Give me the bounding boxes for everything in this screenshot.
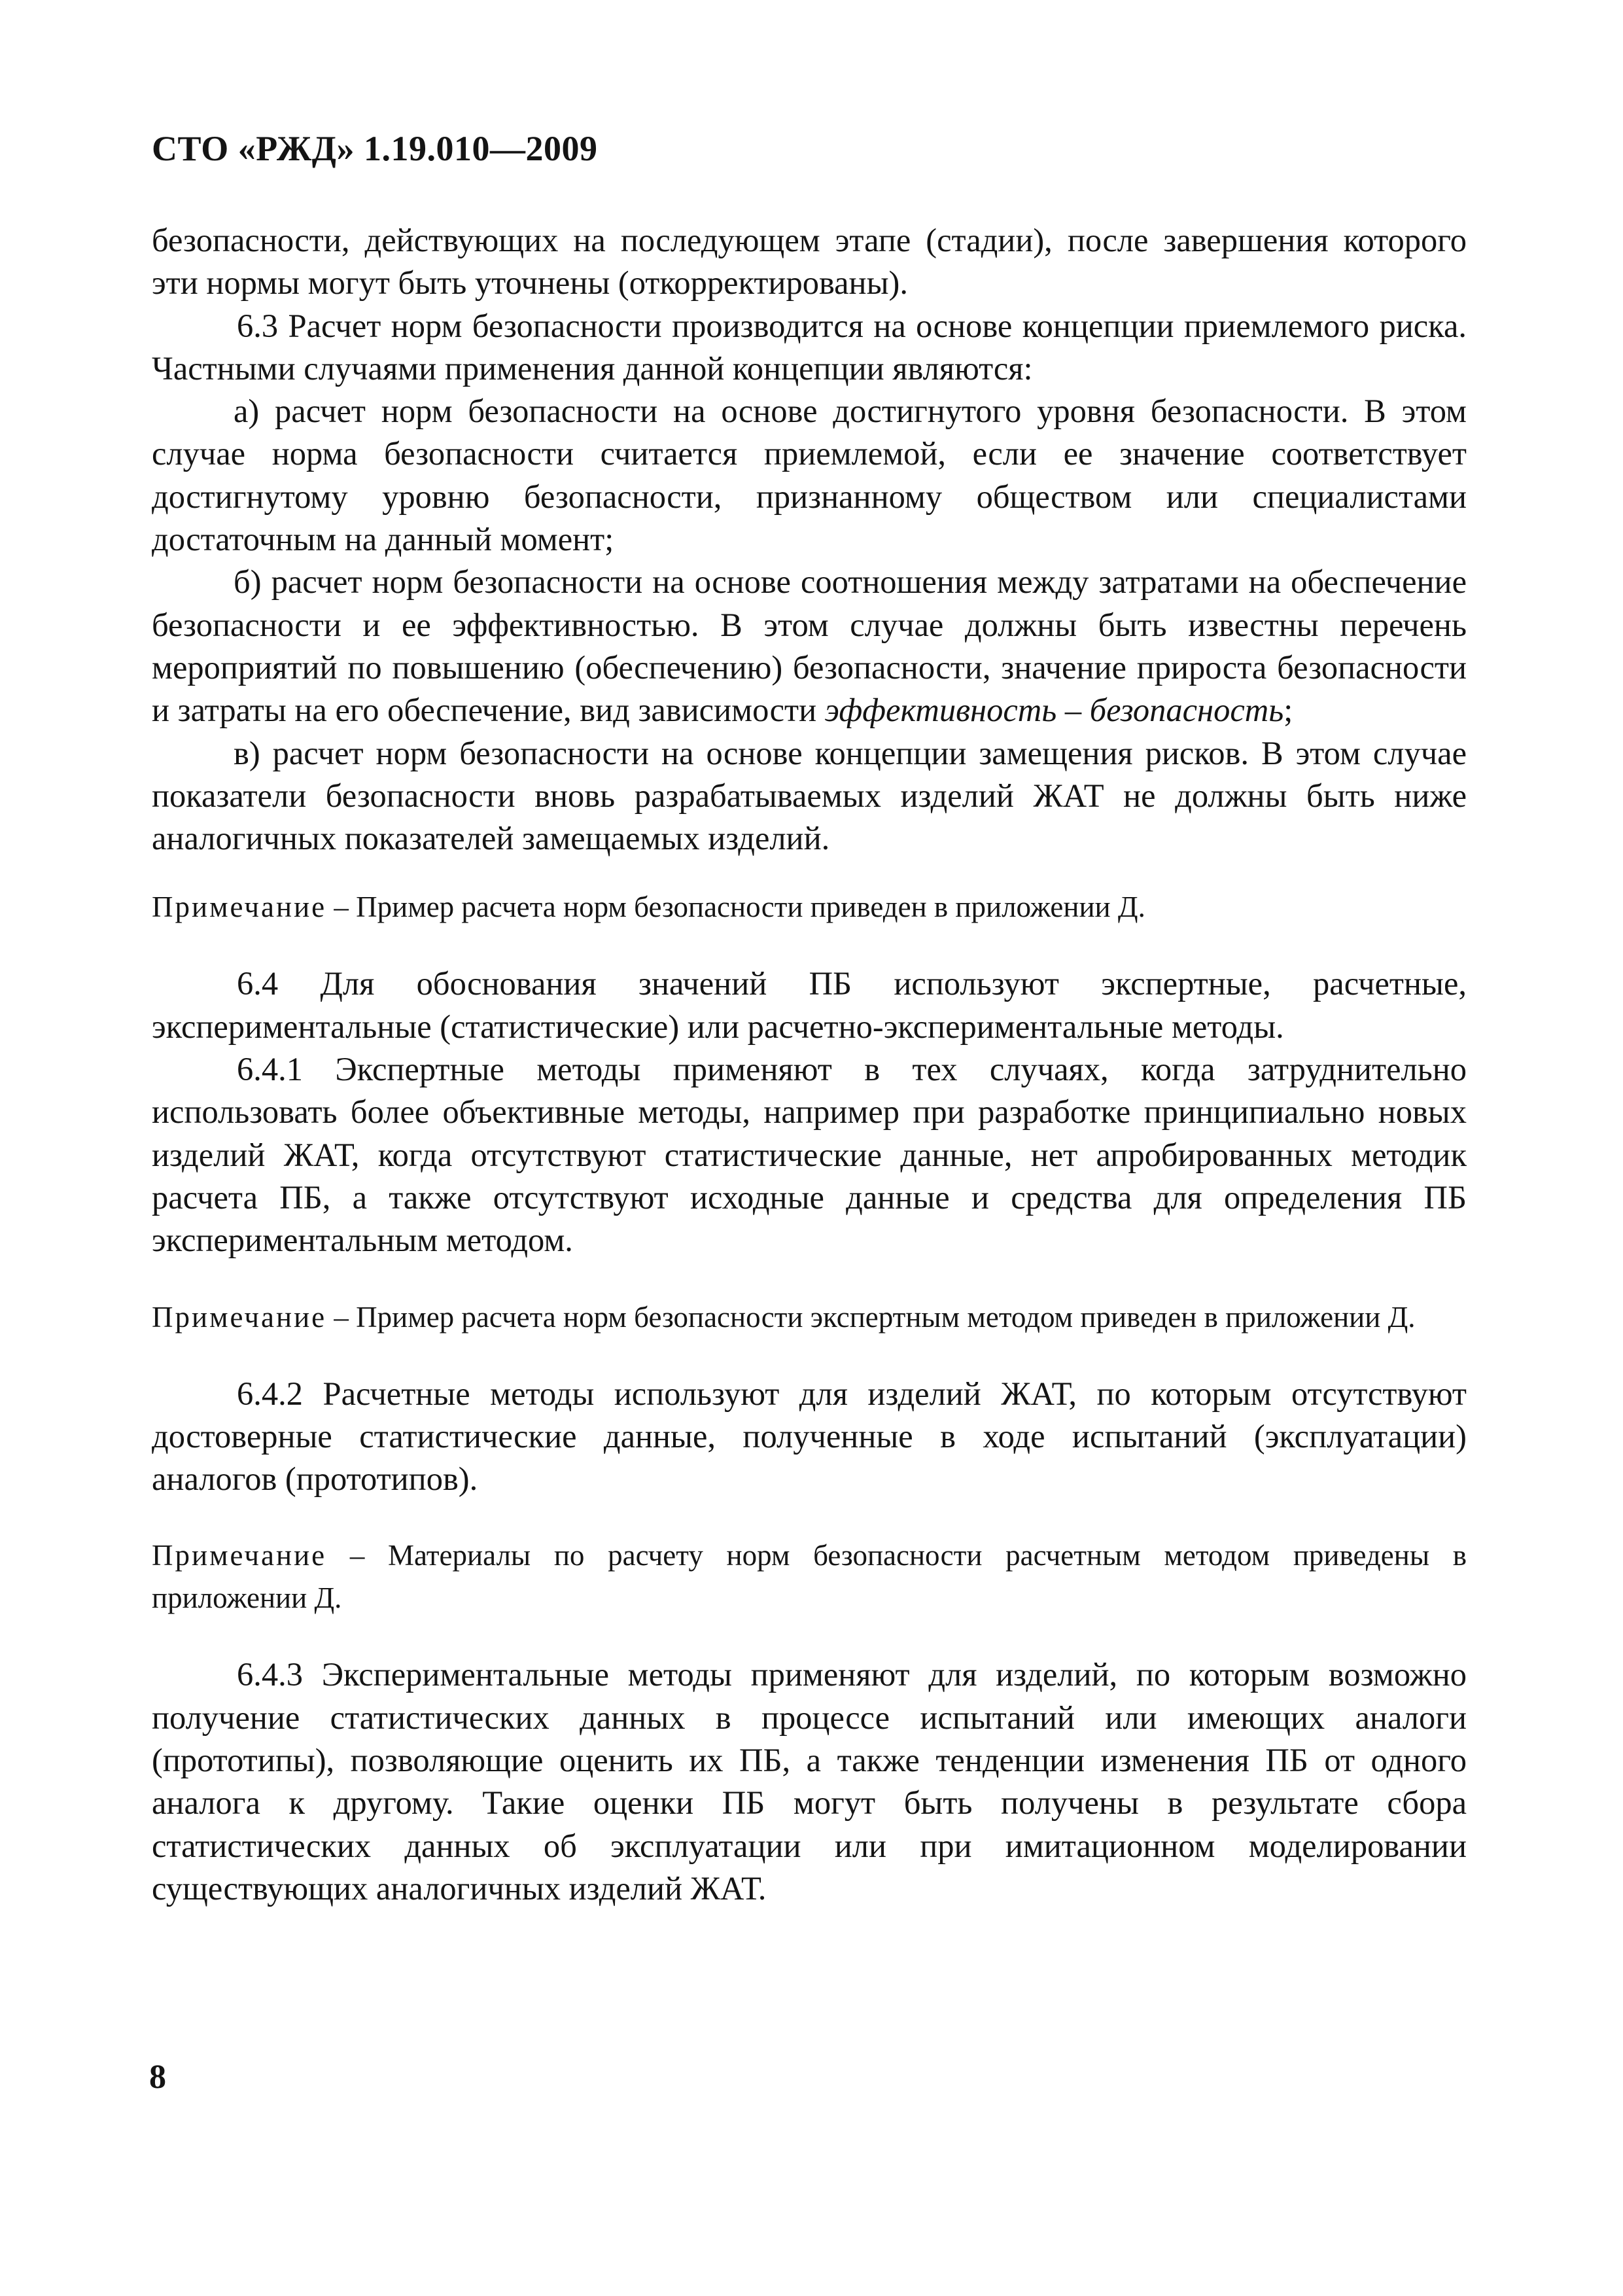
paragraph-6-4: 6.4 Для обоснования значений ПБ используют экспертные, расчетные, экспериментальные (статистические) или расчетно-экспериментальные методы.	[152, 965, 1467, 1045]
paragraph-6-4-2: 6.4.2 Расчетные методы используют для изделий ЖАТ, по которым отсутствуют достоверные статистические данные, полученные в ходе испытаний (эксплуатации) аналогов (прототипов).	[152, 1375, 1467, 1498]
note-1	[152, 886, 1467, 928]
note-2	[152, 1296, 1467, 1339]
paragraph-6-3-a: а) расчет норм безопасности на основе достигнутого уровня безопасности. В этом случае норма безопасности считается приемлемой, если ее значение соответствует достигнутому уровню безопасности, признанному обществом или специалистами достаточным на данный момент;	[152, 393, 1467, 558]
document-header: СТО «РЖД» 1.19.010—2009	[152, 129, 598, 168]
body-text	[152, 219, 1467, 1910]
note-2-label: Примечание	[152, 1300, 327, 1333]
paragraph-6-3-v: в) расчет норм безопасности на основе концепции замещения рисков. В этом случае показатели безопасности вновь разрабатываемых изделий ЖАТ не должны быть ниже аналогичных показателей замещаемых изделий.	[152, 734, 1467, 857]
paragraph-6-3-b-end: ;	[1283, 692, 1293, 729]
note-2-text: – Пример расчета норм безопасности экспертным методом приведен в приложении Д.	[326, 1300, 1416, 1333]
paragraph-6-4-3: 6.4.3 Экспериментальные методы применяют для изделий, по которым возможно получение статистических данных в процессе испытаний или имеющих аналоги (прототипы), позволяющие оценить их ПБ, а также тенденции изменения ПБ от одного аналога к другому. Такие оценки ПБ могут быть получены в результате сбора статистических данных об эксплуатации или при имитационном моделировании существующих аналогичных изделий ЖАТ.	[152, 1656, 1467, 1907]
paragraph-6-3-b	[152, 561, 1467, 732]
page-number: 8	[149, 2058, 166, 2096]
note-3	[152, 1534, 1467, 1619]
note-1-text: – Пример расчета норм безопасности приведен в приложении Д.	[326, 891, 1145, 924]
paragraph-6-3-b-formula: эффективность – безопасность	[824, 692, 1284, 729]
paragraph-6-3-b-text: б) расчет норм безопасности на основе соотношения между затратами на обеспечение безопасности и ее эффективностью. В этом случае должны быть известны перечень мероприятий по повышению (обеспечению) безопасности, значение прироста безопасности и затраты на его обеспечение, вид зависимости	[152, 563, 1467, 729]
paragraph-continuation: безопасности, действующих на последующем этапе (стадии), после завершения которого эти нормы могут быть уточнены (откорректированы).	[152, 222, 1467, 302]
paragraph-6-3: 6.3 Расчет норм безопасности производится на основе концепции приемлемого риска. Частными случаями применения данной концепции являются:	[152, 307, 1467, 387]
note-1-label: Примечание	[152, 891, 327, 924]
note-3-label: Примечание	[152, 1539, 327, 1572]
note-3-text: – Материалы по расчету норм безопасности расчетным методом приведены в приложении Д.	[152, 1539, 1467, 1615]
paragraph-6-4-1: 6.4.1 Экспертные методы применяют в тех случаях, когда затруднительно использовать более объективные методы, например при разработке принципиально новых изделий ЖАТ, когда отсутствуют статистические данные, нет апробированных методик расчета ПБ, а также отсутствуют исходные данные и средства для определения ПБ экспериментальным методом.	[152, 1051, 1467, 1259]
